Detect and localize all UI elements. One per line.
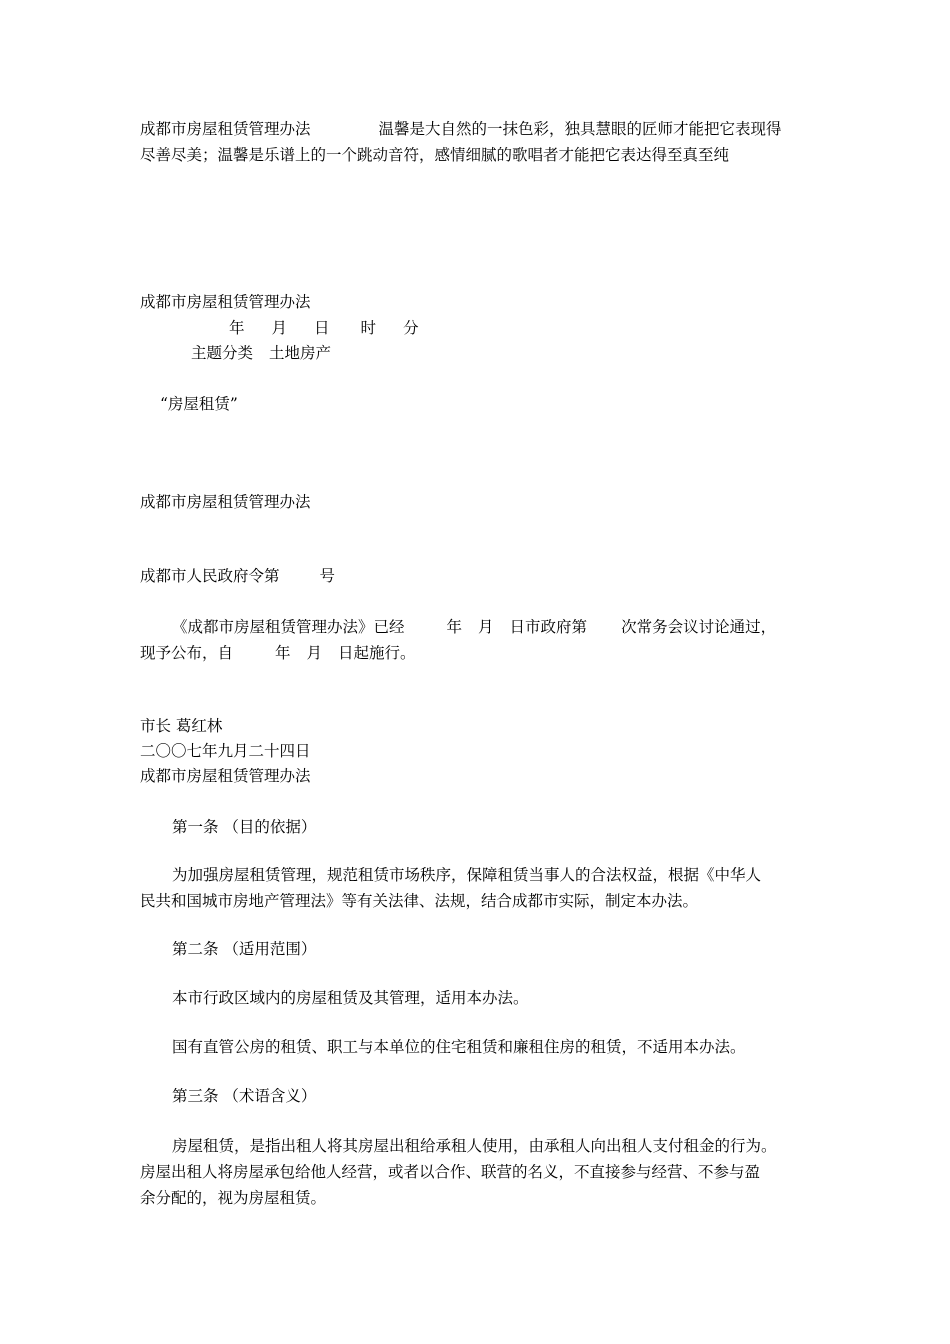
article-1-heading: 第一条 （目的依据）: [172, 818, 317, 836]
promulgation-line-1: [172, 617, 776, 637]
decree-prefix: 成都市人民政府令第: [140, 567, 280, 585]
article-1-line-1: 为加强房屋租赁管理，规范租赁市场秩序，保障租赁当事人的合法权益，根据《中华人: [172, 866, 762, 884]
intro-line-1: [140, 119, 782, 139]
intro-title: 成都市房屋租赁管理办法: [140, 120, 311, 138]
category-value: 土地房产: [269, 344, 332, 362]
article-3-heading: 第三条 （术语含义）: [172, 1087, 317, 1105]
effective-year: 年: [275, 644, 291, 662]
decree-line: [140, 566, 335, 586]
promulgation-text-3: 次常务会议讨论通过，: [621, 618, 777, 636]
meta-title: 成都市房屋租赁管理办法: [140, 293, 311, 311]
article-3-line-1: 房屋租赁，是指出租人将其房屋出租给承租人使用，由承租人向出租人支付租金的行为。: [172, 1137, 777, 1155]
promulgation-text-5: 日起施行。: [338, 644, 416, 662]
article-3-line-2: 房屋出租人将房屋承包给他人经营，或者以合作、联营的名义，不直接参与经营、不参与盈: [140, 1163, 761, 1181]
article-2-para-2: 国有直管公房的租赁、职工与本单位的住宅租赁和廉租住房的租赁，不适用本办法。: [172, 1038, 746, 1056]
date-unit-hour: 时: [360, 319, 377, 337]
intro-text: 温馨是大自然的一抹色彩，独具慧眼的匠师才能把它表现得: [378, 120, 782, 138]
doc-title-2: 成都市房屋租赁管理办法: [140, 767, 311, 785]
promulgation-text-1: 《成都市房屋租赁管理办法》已经: [172, 618, 405, 636]
article-2-heading: 第二条 （适用范围）: [172, 940, 317, 958]
article-3-line-3: 余分配的，视为房屋租赁。: [140, 1189, 327, 1207]
article-2-para-1: 本市行政区域内的房屋租赁及其管理，适用本办法。: [172, 989, 529, 1007]
signer: 市长 葛红林: [140, 717, 223, 735]
intro-line-2: 尽善尽美；温馨是乐谱上的一个跳动音符，感情细腻的歌唱者才能把它表达得至真至纯: [140, 146, 730, 164]
date-unit-year: 年: [229, 319, 245, 337]
article-1-line-2: 民共和国城市房地产管理法》等有关法律、法规，结合成都市实际，制定本办法。: [140, 892, 699, 910]
effective-month: 月: [306, 644, 323, 662]
meta-keyword: “房屋租赁”: [160, 395, 238, 413]
promulgation-text-4: 现予公布，自: [140, 644, 234, 662]
doc-date: 二〇〇七年九月二十四日: [140, 742, 311, 760]
date-unit-day: 日: [314, 319, 330, 337]
promulgation-line-2: [140, 643, 416, 663]
promulgation-text-2: 日市政府第: [509, 618, 588, 636]
doc-title: 成都市房屋租赁管理办法: [140, 493, 311, 511]
meta-date-row: [229, 318, 419, 338]
date-unit-minute: 分: [403, 319, 419, 337]
decree-suffix: 号: [319, 567, 336, 585]
date-unit-month: 月: [271, 319, 288, 337]
promulgation-month: 月: [478, 618, 494, 636]
meta-category-row: [191, 343, 331, 363]
promulgation-year: 年: [446, 618, 463, 636]
category-label: 主题分类: [191, 344, 254, 362]
